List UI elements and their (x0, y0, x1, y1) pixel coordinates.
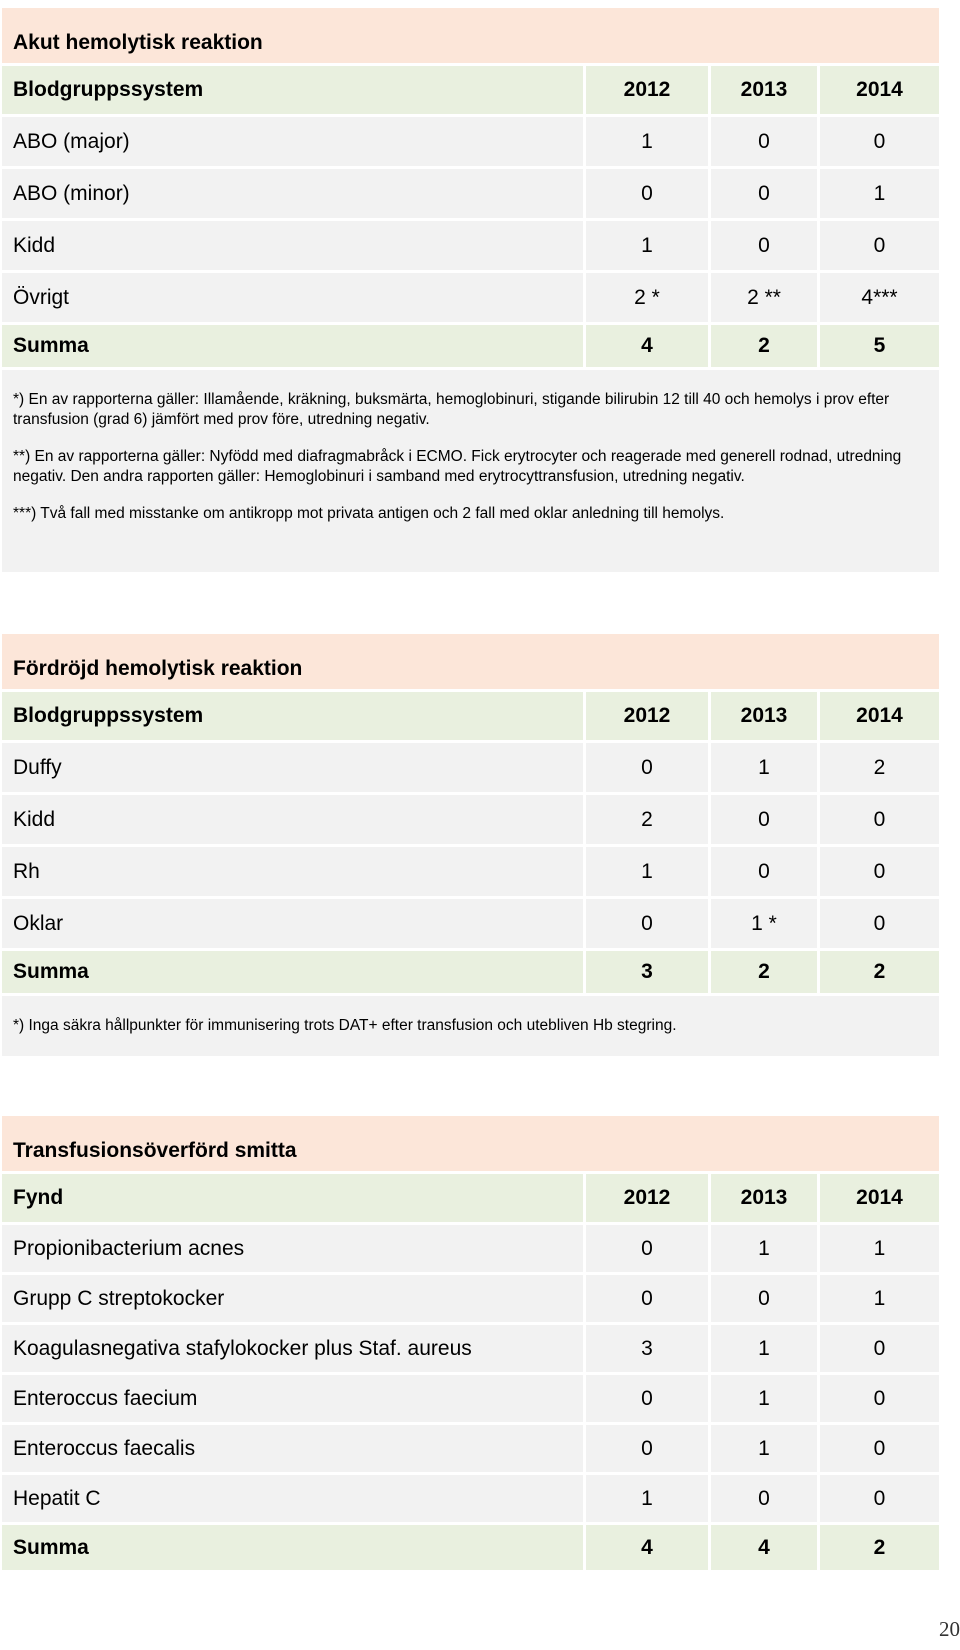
table-footnotes (2, 996, 939, 1056)
table-title (2, 8, 939, 66)
footnote: *) Inga säkra hållpunkter för immunisering trots DAT+ efter transfusion och utebliven Hb stegring. (13, 1017, 677, 1034)
table-row (2, 273, 939, 325)
sum-label: Summa (2, 325, 586, 367)
footnote: *) En av rapporterna gäller: Illamående, kräkning, buksmärta, hemoglobinuri, stigande bilirubin 12 till 40 och hemolys i prov efter transfusion (grad 6) jämfört med prov före, utredning negativ. (13, 391, 890, 428)
cell-2014: 0 (873, 807, 886, 831)
sum-label: Summa (2, 1525, 586, 1570)
page-number: 20 (939, 1617, 960, 1641)
header-2012: 2012 (586, 692, 711, 740)
table-title-text: Transfusionsöverförd smitta (13, 1139, 297, 1162)
row-label: Kidd (2, 795, 586, 844)
table-row (2, 1325, 939, 1375)
table-row (2, 847, 939, 899)
cell-2012: 0 (586, 1375, 711, 1422)
row-label: Oklar (2, 899, 586, 948)
cell-2012: 0 (586, 1275, 711, 1322)
cell-2014: 0 (873, 911, 886, 935)
footnote: **) En av rapporterna gäller: Nyfödd med diafragmabråck i ECMO. Fick erytrocyter och reagerade med generell rodnad, utredning negativ. Den andra rapporten gäller: Hemoglobinuri i samband med erytrocyttransfusion, utredning negativ. (13, 448, 902, 485)
cell-2014: 1 (873, 181, 886, 205)
table-transfusionsoverford-smitta (2, 1116, 939, 1570)
sum-2013: 2 (711, 325, 820, 367)
table-title (2, 1116, 939, 1174)
cell-2013: 0 (711, 847, 820, 896)
table-title (2, 634, 939, 692)
cell-2012: 0 (586, 899, 711, 948)
table-header-row (2, 692, 939, 743)
cell-2014: 0 (873, 1386, 886, 1410)
row-label: Kidd (2, 221, 586, 270)
cell-2013: 1 (711, 743, 820, 792)
table-header-row (2, 66, 939, 117)
table-footnotes (2, 370, 939, 572)
table-row (2, 1425, 939, 1475)
cell-2013: 1 (711, 1425, 820, 1472)
row-label: Koagulasnegativa stafylokocker plus Staf. aureus (2, 1325, 586, 1372)
cell-2013: 1 (711, 1325, 820, 1372)
cell-2014: 0 (873, 859, 886, 883)
row-label: Hepatit C (2, 1475, 586, 1522)
cell-2014: 0 (873, 1336, 886, 1360)
sum-label: Summa (2, 951, 586, 993)
table-row (2, 1375, 939, 1425)
cell-2013: 2 ** (711, 273, 820, 322)
cell-2012: 0 (586, 169, 711, 218)
sum-2014: 2 (873, 1535, 886, 1559)
cell-2013: 1 (711, 1225, 820, 1272)
header-2014: 2014 (856, 704, 903, 727)
cell-2012: 1 (586, 117, 711, 166)
cell-2013: 0 (711, 117, 820, 166)
cell-2012: 2 * (586, 273, 711, 322)
footnote: ***) Två fall med misstanke om antikropp mot privata antigen och 2 fall med oklar anledning till hemolys. (13, 505, 725, 522)
cell-2012: 0 (586, 1225, 711, 1272)
table-sum-row (2, 951, 939, 996)
cell-2014: 0 (873, 1486, 886, 1510)
header-2014: 2014 (856, 1186, 903, 1209)
header-2012: 2012 (586, 1174, 711, 1222)
table-akut-hemolytisk-reaktion (2, 8, 939, 572)
cell-2012: 1 (586, 221, 711, 270)
row-label: ABO (minor) (2, 169, 586, 218)
cell-2014: 0 (873, 129, 886, 153)
row-label: Propionibacterium acnes (2, 1225, 586, 1272)
header-2013: 2013 (711, 66, 820, 114)
table-row (2, 1275, 939, 1325)
table-row (2, 117, 939, 169)
cell-2013: 1 (711, 1375, 820, 1422)
cell-2013: 0 (711, 1475, 820, 1522)
header-2012: 2012 (586, 66, 711, 114)
sum-2014: 2 (873, 960, 886, 983)
cell-2014: 1 (873, 1236, 886, 1260)
table-row (2, 1225, 939, 1275)
cell-2012: 1 (586, 847, 711, 896)
sum-2012: 4 (586, 1525, 711, 1570)
row-label: Duffy (2, 743, 586, 792)
cell-2014: 0 (873, 233, 886, 257)
cell-2014: 1 (873, 1286, 886, 1310)
cell-2013: 0 (711, 795, 820, 844)
header-label: Blodgruppssystem (2, 66, 586, 114)
header-2013: 2013 (711, 1174, 820, 1222)
cell-2013: 0 (711, 1275, 820, 1322)
table-row (2, 169, 939, 221)
sum-2013: 4 (711, 1525, 820, 1570)
row-label: Enteroccus faecalis (2, 1425, 586, 1472)
header-label: Fynd (2, 1174, 586, 1222)
table-title-text: Fördröjd hemolytisk reaktion (13, 657, 303, 680)
cell-2012: 2 (586, 795, 711, 844)
row-label: Enteroccus faecium (2, 1375, 586, 1422)
table-sum-row (2, 325, 939, 370)
table-sum-row (2, 1525, 939, 1570)
table-header-row (2, 1174, 939, 1225)
cell-2012: 1 (586, 1475, 711, 1522)
cell-2013: 0 (711, 221, 820, 270)
sum-2014: 5 (873, 334, 886, 357)
sum-2012: 3 (586, 951, 711, 993)
sum-2012: 4 (586, 325, 711, 367)
cell-2012: 0 (586, 743, 711, 792)
cell-2012: 3 (586, 1325, 711, 1372)
table-fordrojd-hemolytisk-reaktion (2, 634, 939, 1056)
cell-2013: 1 * (711, 899, 820, 948)
table-row (2, 899, 939, 951)
row-label: Grupp C streptokocker (2, 1275, 586, 1322)
cell-2012: 0 (586, 1425, 711, 1472)
row-label: ABO (major) (2, 117, 586, 166)
table-row (2, 1475, 939, 1525)
table-title-text: Akut hemolytisk reaktion (13, 31, 263, 54)
row-label: Rh (2, 847, 586, 896)
row-label: Övrigt (2, 273, 586, 322)
cell-2014: 0 (873, 1436, 886, 1460)
sum-2013: 2 (711, 951, 820, 993)
table-row (2, 221, 939, 273)
cell-2013: 0 (711, 169, 820, 218)
cell-2014: 2 (873, 755, 886, 779)
header-2013: 2013 (711, 692, 820, 740)
table-row (2, 795, 939, 847)
table-row (2, 743, 939, 795)
header-label: Blodgruppssystem (2, 692, 586, 740)
header-2014: 2014 (856, 78, 903, 101)
cell-2014: 4*** (861, 285, 898, 309)
